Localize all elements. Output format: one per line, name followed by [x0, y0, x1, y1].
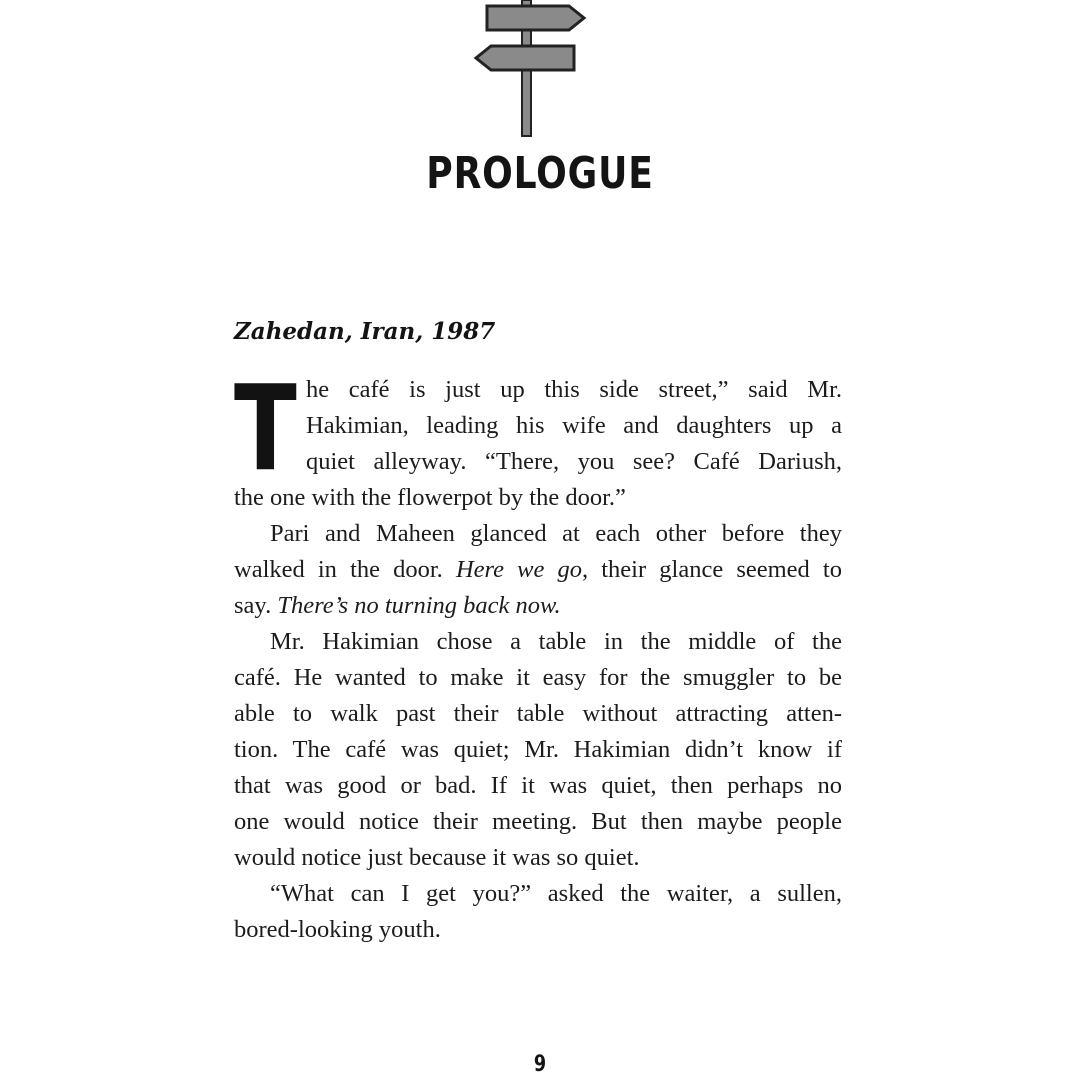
- text-line: quiet alleyway. “There, you see? Café Dariush,: [306, 448, 842, 475]
- chapter-title: PROLOGUE: [426, 148, 654, 199]
- text-line: he café is just up this side street,” said Mr.: [306, 376, 842, 403]
- text-line: would notice just because it was so quiet.: [234, 844, 640, 871]
- setting-line: Zahedan, Iran, 1987: [234, 318, 496, 345]
- text-line: Hakimian, leading his wife and daughters up a: [306, 412, 842, 439]
- signpost-icon: [470, 0, 590, 140]
- text-line: Pari and Maheen glanced at each other before they: [270, 520, 842, 547]
- text-line: bored-looking youth.: [234, 916, 441, 943]
- text-line: Mr. Hakimian chose a table in the middle of the: [270, 628, 842, 655]
- text-line: “What can I get you?” asked the waiter, a sullen,: [270, 880, 842, 907]
- text-line: the one with the flowerpot by the door.”: [234, 484, 626, 511]
- text-line: café. He wanted to make it easy for the smuggler to be: [234, 664, 842, 691]
- text-line: one would notice their meeting. But then maybe people: [234, 808, 842, 835]
- text-line: able to walk past their table without attracting atten-: [234, 700, 842, 727]
- italic-run: Here we go: [455, 556, 582, 583]
- italic-run: There’s no turning back now.: [277, 592, 561, 619]
- text-line: [234, 588, 842, 624]
- text-run: say.: [234, 592, 278, 619]
- text-run: walked in the door.: [234, 556, 456, 583]
- body-text: [234, 359, 842, 948]
- text-line: [234, 552, 842, 588]
- page-number: 9: [533, 1052, 547, 1077]
- text-run: , their glance seemed to: [581, 556, 842, 583]
- text-line: that was good or bad. If it was quiet, then perhaps no: [234, 772, 842, 799]
- text-line: tion. The café was quiet; Mr. Hakimian didn’t know if: [234, 736, 842, 763]
- drop-cap: T: [234, 359, 297, 497]
